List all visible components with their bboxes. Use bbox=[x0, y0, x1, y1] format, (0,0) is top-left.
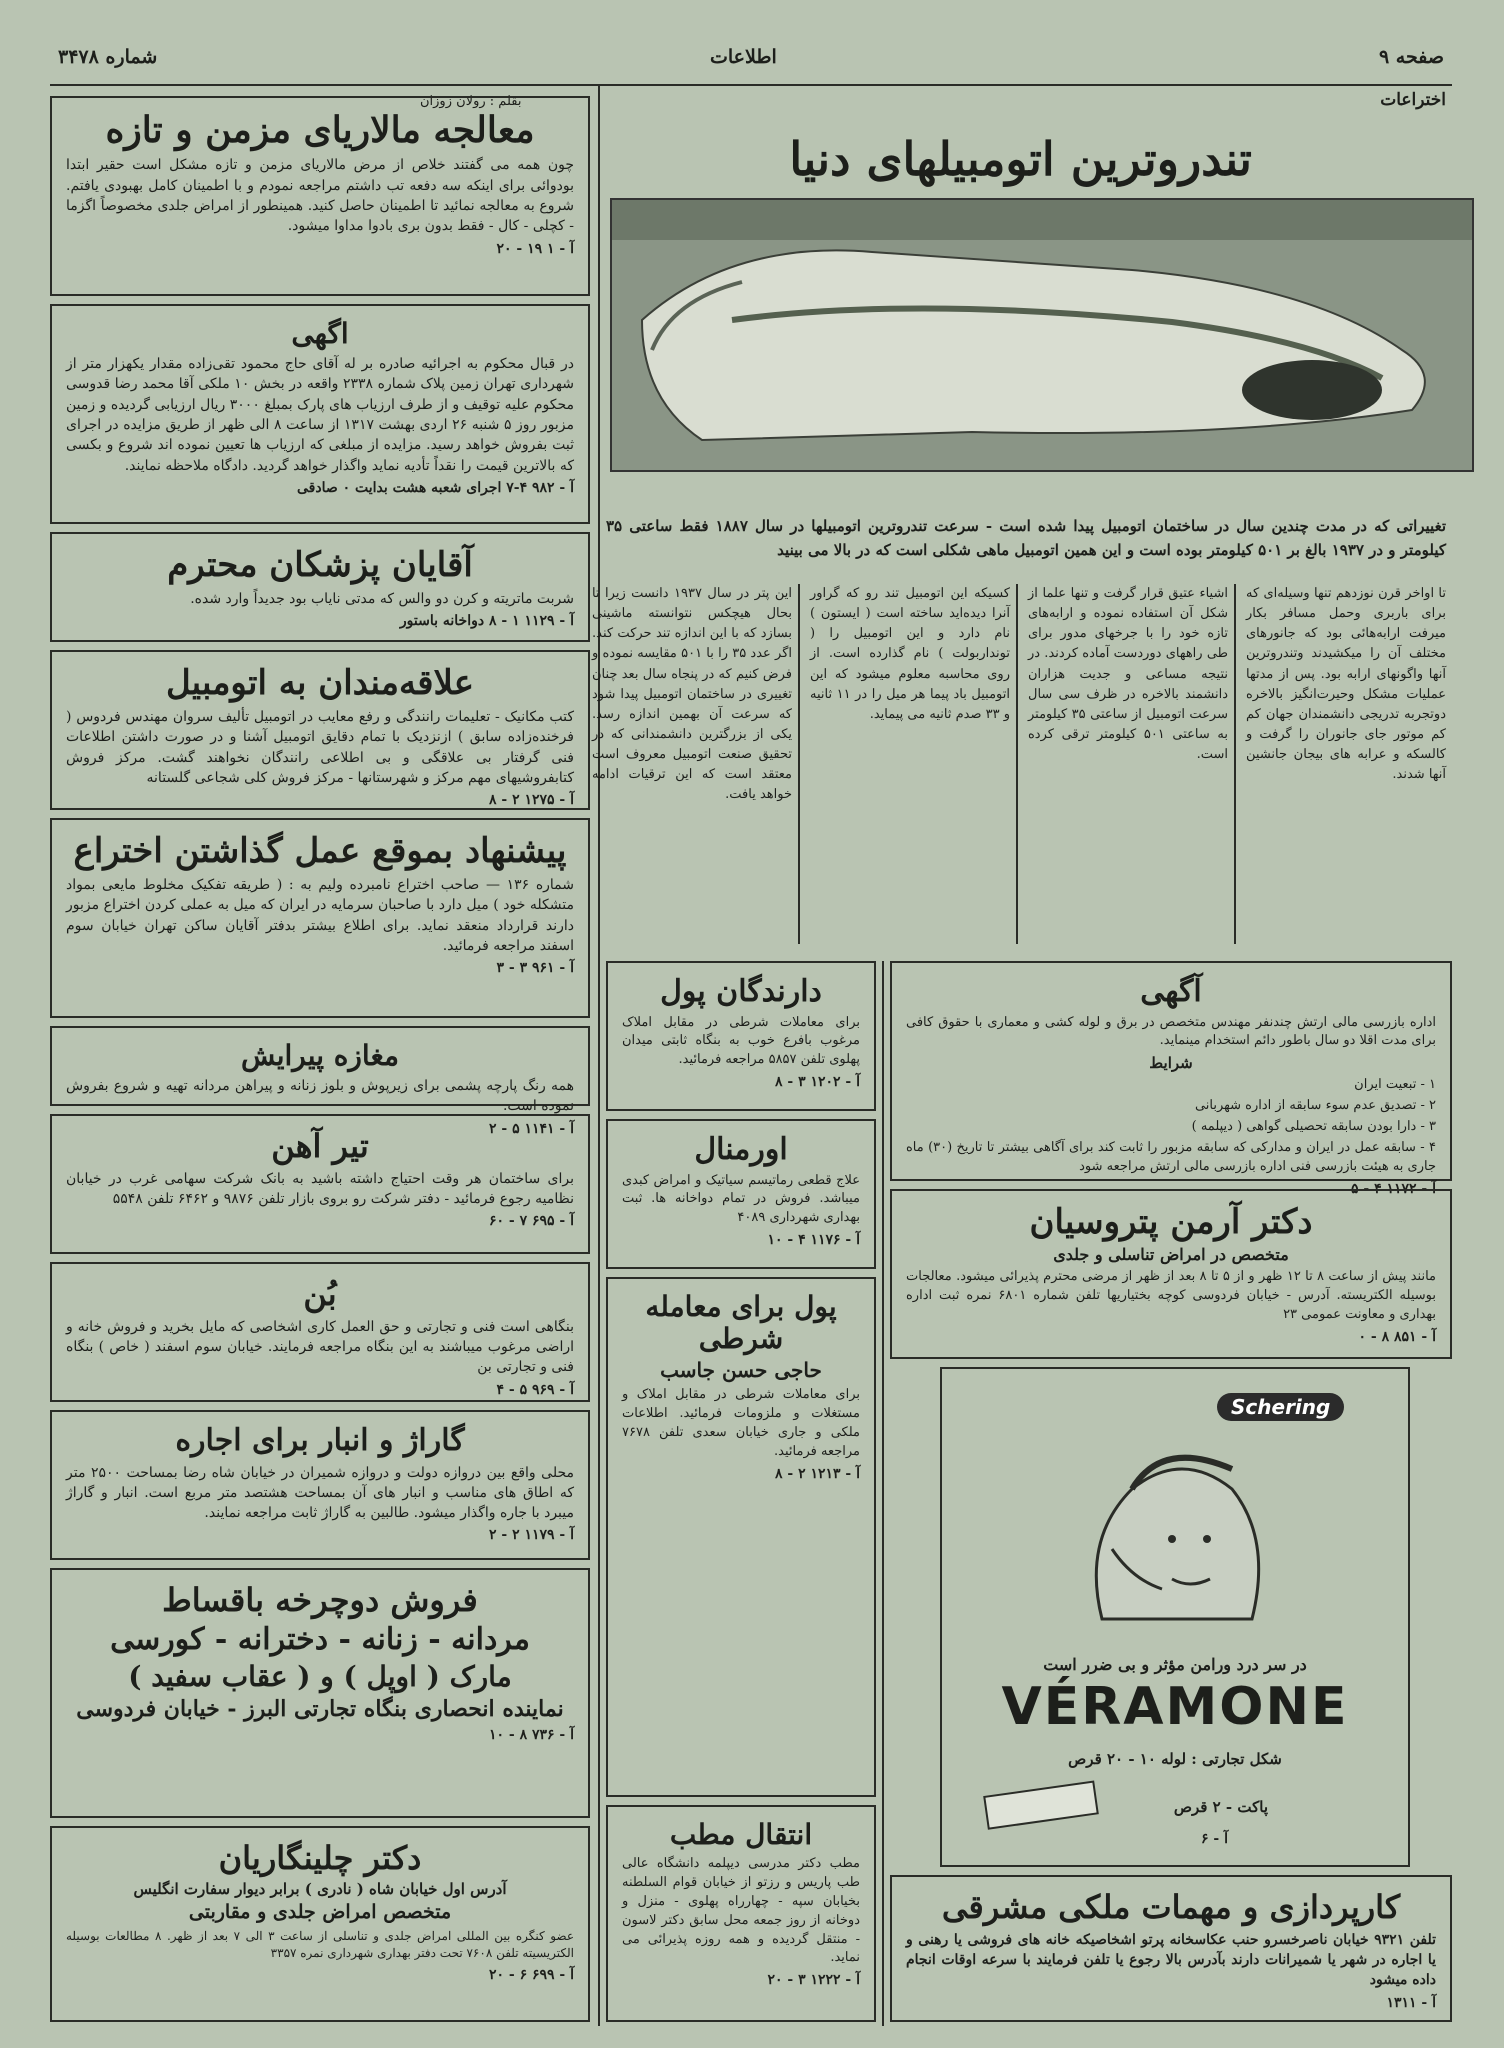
ad-title: دارندگان پول bbox=[660, 974, 822, 1009]
ad-title: دکتر آرمن پتروسیان bbox=[1029, 1202, 1313, 1242]
article-column: اشیاء عتیق قرار گرفت و تنها علما از شکل آن استفاده نموده و ارابه‌های تازه خود را با جرخهای مدور برای طی راههای دوردست آماده کردند. در نتیجه مساعی و جدیت هزاران دانشمند بالاخره در ظرف سی سال سرعت اتومبیل از ساعتی ۳۵ کیلومتر به ساعتی ۵۰۱ کیلومتر ترقی کرده است. bbox=[1028, 586, 1228, 763]
ad-subtitle: حاجی حسن جاسب bbox=[660, 1358, 822, 1383]
ad-line: نماینده انحصاری بنگاه تجارتی البرز - خیابان فردوسی bbox=[76, 1696, 564, 1723]
ad-body: مطب دکتر مدرسی دیپلمه دانشگاه عالی طب پاریس و رزتو از خیابان قوام السلطنه بخیابان سپه - چهارراه پهلوی - منزل و دوخانه از روز جمعه محل سابق دکتر لاسون - منتقل گردیده و همه روزه پذیرائی می نماید. bbox=[622, 1856, 860, 1966]
article-column: تا اواخر قرن نوزدهم تنها وسیله‌ای که برای باربری وحمل مسافر بکار میرفت ارابه‌هائی بود که جانورهای مختلف آن را میکشیدند وتندروترین آنها واگونهای ارابه بود. پس از مدتها عملیات مشکل وحیرت‌انگیز بالاخره دوتجربه تدریجی دانشمندان جهان کم کم موتور جای جانوران را گرفت و کالسکه و عرابه های بیجان جانشین آنها شدند. bbox=[1246, 586, 1446, 783]
ad-body: تلفن ۹۳۲۱ خیابان ناصرخسرو حنب عکاسخانه پرتو اشخاصیکه خانه های فروشی یا رهنی و یا اجاره در شهر یا شمیرانات دارند بآدرس بالا رجوع یا تلفن فرمایند با سرعه اوقات انجام داده میشود bbox=[906, 1931, 1436, 1989]
ad-ref: آ - ۱ ۱۹ - ۲۰ bbox=[496, 240, 574, 257]
paper-name: اطلاعات bbox=[710, 46, 777, 68]
ad-veramone bbox=[940, 1367, 1410, 1867]
ad-title: دکتر چلینگاریان bbox=[218, 1839, 422, 1877]
schering-logo: Schering bbox=[1217, 1393, 1344, 1421]
veramone-form: شکل تجارتی : لوله ۱۰ - ۲۰ قرص bbox=[1068, 1750, 1282, 1768]
pill-box-icon bbox=[982, 1779, 1102, 1829]
masthead bbox=[50, 36, 1452, 86]
ad-line: مارک ( اوپل ) و ( عقاب سفید ) bbox=[128, 1660, 512, 1694]
ad-title: علاقه‌مندان به اتومبیل bbox=[165, 663, 475, 703]
ad-body: بنگاهی است فنی و تجارتی و حق العمل کاری اشخاصی که مایل بخرید و فروش خانه و اراضی مرغوب میباشند به این بنگاه مراجعه فرمایند. خیابان سوم اسفند ( خاص ) بنگاه فنی و تجارتی بن bbox=[66, 1318, 574, 1376]
ad-ref: آ - ۷۳۶ ۸ - ۱۰ bbox=[488, 1726, 574, 1743]
ad-money-holders bbox=[606, 961, 876, 1111]
ad-subtitle: شرایط bbox=[1149, 1054, 1193, 1073]
ad-dr-chelingarian bbox=[50, 1826, 590, 2022]
ad-title: اگهی bbox=[291, 317, 349, 350]
ad-title: تیر آهن bbox=[271, 1127, 369, 1165]
ad-ref: آ - ۱۲۷۵ ۲ - ۸ bbox=[488, 792, 574, 809]
ad-ormenal bbox=[606, 1119, 876, 1269]
ad-title: گاراژ و انبار برای اجاره bbox=[175, 1423, 465, 1458]
ad-body: محلی واقع بین دروازه دولت و دروازه شمیران در خیابان شاه رضا بمساحت ۲۵۰۰ متر که اطاق های مناسب و انبار های آن بمساحت هشتصد متر مربع است. انبار و گاراژ میبرد با جاره واگذار میشود. طالبین به گاراژ ثابت مراجعه نمایند. bbox=[66, 1464, 575, 1522]
ad-body: در قبال محکوم به اجرائیه صادره بر له آقای حاج محمود تقی‌زاده مقدار یکهزار متر از شهرداری تهران زمین پلاک شماره ۲۳۳۸ واقعه در بخش ۱۰ ملکی آقا محمد رضا قدوسی محکوم علیه توقیف و از طرف ارزیاب های پارک بمبلغ ۳۰۰۰ ریال ارزیابی گردیده و زمین مزبور روز ۵ شنبه ۲۶ اردی بهشت ۱۳۱۷ از ساعت ۸ الی ظهر از طریق مزایده در اجرای ثبت بفروش خواهد رسید. مزایده از مبلغی که ارزیاب ها تعیین نموده اند شروع و بکسی که بالاترین قیمت را نقداً تأدیه نماید واگذار خواهد گردید. دادگاه ملاحظه نمایند. bbox=[66, 356, 574, 474]
article-column: این پتر در سال ۱۹۳۷ دانست زیرا تا بحال هیچکس نتوانسته ماشینی بسازد که با این اندازه تند حرکت کند. اگر عدد ۳۵ را با ۵۰۱ مقایسه نموده و فرض کنیم که در پنجاه سال بعد چنان تغییری در ساختمان اتومبیل پیدا شود که سرعت آن بهمین اندازه رسد. یکی از بزرگترین دانشمندانی که در تحقیق صنعت اتومبیل معروف است معتقد است که این ترقیات ادامه خواهد یافت. bbox=[592, 586, 793, 803]
veramone-name: VÉRAMONE bbox=[1001, 1677, 1349, 1737]
ad-ref: آ - ۶۹۵ ۷ - ۶۰ bbox=[488, 1213, 574, 1230]
ad-bicycle-installments bbox=[50, 1568, 590, 1818]
ad-title: اورمنال bbox=[694, 1132, 788, 1167]
ad-body: مانند پیش از ساعت ۸ تا ۱۲ ظهر و از ۵ تا ۸ بعد از ظهر از مرضی محترم پذیرائی میشود. معالجات بوسیله الکتریسته. آدرس - خیابان فردوسی کوچه بختیاریها تلفن شماره ۶۸۰۱ نمره ثبت اداره بهداری و معاونت عمومی ۲۳ bbox=[906, 1269, 1437, 1323]
column-rule bbox=[1016, 584, 1018, 944]
column-rule bbox=[798, 584, 800, 944]
ad-title: آگهی bbox=[1140, 974, 1202, 1009]
ad-body: برای معاملات شرطی در مقابل املاک و مستغلات و ملزومات فرمائید. اطلاعات ملکی و جاری خیابان سعدی تلفن ۷۶۷۸ مراجعه فرمائید. bbox=[622, 1387, 860, 1459]
ad-body: برای ساختمان هر وقت احتیاج داشته باشید به بانک شرکت سهامی غرب در خیابان نظامیه رجوع فرمائید - دفتر شرکت رو بروی بازار تلفن ۹۸۷۶ و ۶۴۶۲ تلفن ۵۵۴۸ bbox=[66, 1170, 574, 1208]
ad-army-inspection bbox=[890, 961, 1452, 1197]
section-label: اختراعات bbox=[1380, 90, 1446, 110]
ad-title: کارپردازی و مهمات ملکی مشرقی bbox=[941, 1888, 1401, 1926]
ad-list-item: ۴ - سابقه عمل در ایران و مدارکی که سابقه مزبور را ثابت کند برای آگاهی بیشتر تا تاریخ (۳۰) ماه جاری به هیئت بازرسی فنی اداره بازرسی مالی ارتش مراجعه شود bbox=[906, 1139, 1436, 1174]
page-number: صفحه ۹ bbox=[1378, 46, 1444, 68]
ad-ref: آ - ۱۱۴۱ ۵ - ۲ bbox=[488, 1120, 574, 1137]
ad-garage-rent bbox=[50, 1410, 590, 1560]
column-rule bbox=[598, 86, 600, 2026]
ad-malaria bbox=[50, 96, 590, 296]
ad-list-item: ۲ - تصدیق عدم سوء سابقه از اداره شهربانی bbox=[1194, 1098, 1436, 1114]
ad-title: پول برای معامله شرطی bbox=[645, 1290, 837, 1356]
veramone-pack: پاکت - ۲ قرص bbox=[1173, 1798, 1268, 1816]
ad-ref: آ - ۹۸۲ ۴-۷ اجرای شعبه هشت بدایت ۰ صادقی bbox=[296, 479, 574, 496]
ad-clinic-move bbox=[606, 1805, 876, 2022]
ad-body: همه رنگ پارچه پشمی برای زیرپوش و بلوز زنانه و پیراهن مردانه تهیه و شروع بفروش نموده است. bbox=[66, 1078, 574, 1115]
ad-title: فروش دوچرخه باقساط bbox=[162, 1581, 478, 1619]
ad-body: عضو کنگره بین المللی امراض جلدی و تناسلی از ساعت ۳ الی ۷ بعد از ظهر. ۸ مطالعات بوسیله الکتریسیته تلفن ۷۶۰۸ تحت دفتر بهداری شهرداری نمره ۳۳۵۷ bbox=[66, 1928, 574, 1961]
ad-ref: آ - ۱۱۷۶ ۴ - ۱۰ bbox=[767, 1232, 860, 1249]
ad-physicians bbox=[50, 532, 590, 642]
issue-number: شماره ۳۴۷۸ bbox=[58, 46, 158, 68]
ad-body: اداره بازرسی مالی ارتش چندنفر مهندس متخصص در برق و لوله کشی و معماری با حقوق کافی برای مدت اقلا دو سال باطور دائم استخدام مینماید. bbox=[906, 1014, 1436, 1049]
ad-line: مردانه - زنانه - دخترانه - کورسی bbox=[110, 1621, 530, 1657]
ad-ref: آ - ۱۳۱۱ bbox=[1386, 1994, 1436, 2011]
ad-conditional-loans bbox=[606, 1277, 876, 1797]
ad-body: چون همه می گفتند خلاص از مرض مالاریای مزمن و تازه مشکل است حقیر ابتدا بودوائی برای اینکه سه دفعه تب داشتم مراجعه نمودم و با اطمینان کامل بهبودی یافتم. شروع به معالجه نمائید تا اطمینان حاصل کنید. همینطور از امراض جلدی مخصوصاً اگزما - کچلی - کال - فقط بدون بری بادوا مداوا میشود. bbox=[66, 157, 574, 235]
woman-illustration bbox=[1042, 1429, 1302, 1639]
ad-body: علاج قطعی رماتیسم سیاتیک و امراض کبدی میباشد. فروش در تمام دواخانه ها. ثبت بهداری شهرداری ۴۰۸۹ bbox=[622, 1172, 860, 1226]
ad-ref: آ - ۱۲۱۳ ۲ - ۸ bbox=[774, 1465, 860, 1482]
ad-mashreghi-real-estate bbox=[890, 1875, 1452, 2022]
ad-bon-agency bbox=[50, 1262, 590, 1402]
ad-invention bbox=[50, 818, 590, 1018]
ad-line: متخصص امراض جلدی و مقاربتی bbox=[188, 1901, 452, 1924]
ad-ref: آ - ۶ bbox=[1201, 1831, 1228, 1847]
ad-ref: آ - ۹۶۹ ۵ - ۴ bbox=[496, 1381, 574, 1398]
newspaper-page bbox=[50, 36, 1452, 2026]
ad-dr-petrosian bbox=[890, 1189, 1452, 1359]
ad-body: شماره ۱۳۶ — صاحب اختراع نامبرده ولیم به : ( طریقه تفکیک مخلوط مایعی بمواد متشکله خود ) میل دارد با صاحبان سرمایه در ایران که میل به عملی کردن اختراع مزبور دارند قرارداد منعقد نماید. برای اطلاع بیشتر بدفتر آقایان ساکن تهران خیابان سوم اسفند مراجعه فرمائید. bbox=[66, 877, 575, 954]
column-rule bbox=[882, 961, 884, 2026]
article-column: کسیکه این اتومبیل تند رو که گراور آنرا دیده‌اید ساخته است ( ایستون ) نام دارد و این اتومبیل را ( تونداربولت ) نام گذارده است. از روی محاسبه معلوم میشود که این اتومبیل باد پیما هر میل را در ۱۱ ثانیه و ۳۳ صدم ثانیه می پیماید. bbox=[810, 586, 1010, 722]
ad-body: شربت ماتریته و کرن دو والس که مدتی نایاب بود جدیداً وارد شده. bbox=[190, 591, 574, 608]
ad-title: بُن bbox=[303, 1275, 337, 1313]
ad-steel-beams bbox=[50, 1114, 590, 1254]
ad-title: معالجه مالاریای مزمن و تازه bbox=[105, 109, 535, 151]
streamlined-car-image bbox=[612, 200, 1472, 470]
byline: بقلم : رولان زوزان bbox=[420, 94, 522, 109]
column-rule bbox=[1234, 584, 1236, 944]
ad-title: انتقال مطب bbox=[669, 1818, 813, 1851]
ad-car-enthusiasts bbox=[50, 650, 590, 810]
veramone-lead: در سر درد ورامن مؤثر و بی ضرر است bbox=[1043, 1655, 1307, 1674]
ad-ref: آ - ۱۱۷۲ ۴ - ۵ bbox=[1350, 1180, 1436, 1197]
ad-title: آقایان پزشکان محترم bbox=[167, 545, 473, 585]
ad-ref: آ - ۱۲۰۲ ۳ - ۸ bbox=[774, 1074, 860, 1091]
ad-piraish-shop bbox=[50, 1026, 590, 1137]
ad-ref: آ - ۸۵۱ ۸ - ۰ bbox=[1358, 1329, 1436, 1346]
ad-subtitle: متخصص در امراض تناسلی و جلدی bbox=[1053, 1245, 1289, 1265]
ad-notice-auction bbox=[50, 304, 590, 524]
ad-ref: آ - ۱۱۷۹ ۲ - ۲ bbox=[488, 1527, 574, 1544]
ad-list-item: ۱ - تبعیت ایران bbox=[1354, 1077, 1436, 1093]
ad-ref: آ - ۹۶۱ ۳ - ۳ bbox=[496, 960, 574, 977]
car-photo bbox=[610, 198, 1474, 472]
ad-ref: آ - ۱۱۲۹ ۱ - ۸ دواخانه باستور bbox=[399, 613, 574, 630]
ad-ref: آ - ۶۹۹ ۶ - ۲۰ bbox=[488, 1966, 574, 1983]
ad-list-item: ۳ - دارا بودن سابقه تحصیلی گواهی ( دیپلمه ) bbox=[1191, 1119, 1436, 1135]
ad-title: پیشنهاد بموقع عمل گذاشتن اختراع bbox=[73, 831, 567, 871]
ad-line: آدرس اول خیابان شاه ( نادری ) برابر دیوار سفارت انگلیس bbox=[133, 1879, 507, 1898]
ad-ref: آ - ۱۲۲۲ ۳ - ۲۰ bbox=[767, 1972, 860, 1989]
article-title: تندروترین اتومبیلهای دنیا bbox=[789, 132, 1252, 186]
ad-body: برای معاملات شرطی در مقابل املاک مرغوب بافرع خوب به بنگاه ثابتی میدان پهلوی تلفن ۵۸۵۷ مراجعه فرمائید. bbox=[622, 1014, 860, 1068]
photo-caption: تغییراتی که در مدت چندین سال در ساختمان اتومبیل پیدا شده است - سرعت تندروترین اتومبیلها در سال ۱۸۸۷ فقط ساعتی ۳۵ کیلومتر و در ۱۹۳۷ بالغ بر ۵۰۱ کیلومتر بوده است و این همین اتومبیل ماهی شکلی است که در بالا می بینید bbox=[606, 517, 1446, 559]
ad-body: کتب مکانیک - تعلیمات رانندگی و رفع معایب در اتومبیل تألیف سروان مهندس فردوس ( فرخنده‌زاده سابق ) ازنزدیک با تمام دقایق اتومبیل آشنا و در صورت داشتن اطلاعات فنی گرفتار بی علاقگی و بی اطلاعی رانندگان نخواهند گشت. مرکز فروش کتابفروشیهای مهم مرکز و شهرستانها - مرکز فروش کلی شجاعی گلستانه bbox=[66, 709, 574, 786]
ad-title: مغازه پیرایش bbox=[241, 1039, 399, 1072]
